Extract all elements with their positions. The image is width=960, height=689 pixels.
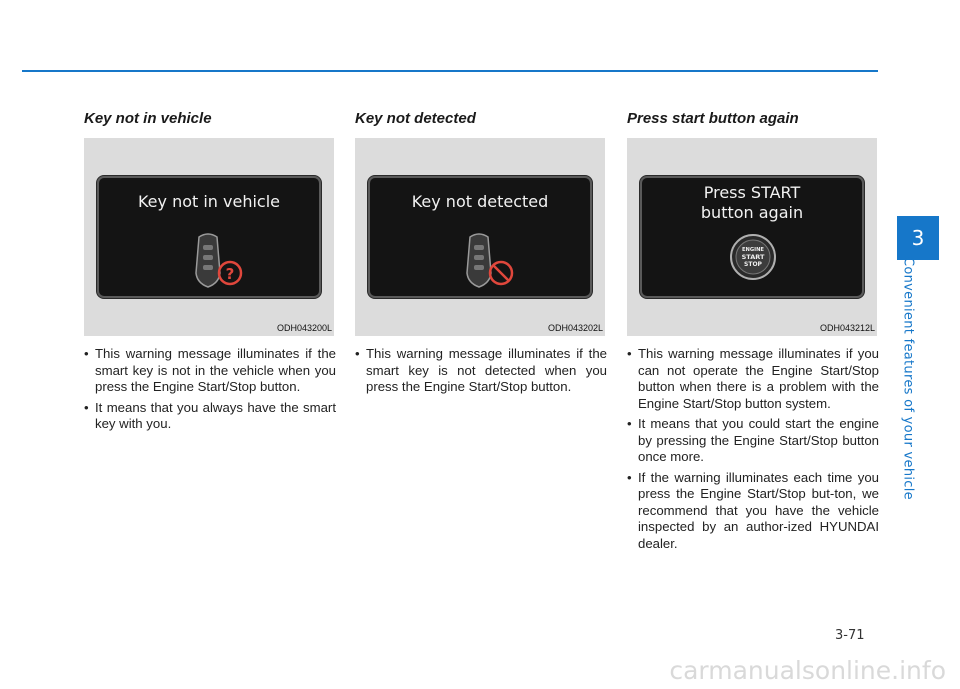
display-line-2: button again	[700, 203, 804, 222]
figure-code: ODH043200L	[276, 323, 332, 333]
chapter-number: 3	[911, 226, 925, 250]
bullet-list	[627, 346, 879, 552]
watermark: carmanualsonline.info	[669, 656, 946, 685]
section-heading: Key not detected	[355, 110, 476, 127]
chapter-tab[interactable]	[897, 216, 939, 260]
display-message: Key not detected	[411, 192, 549, 211]
display-message: Key not in vehicle	[137, 192, 281, 211]
list-item: • It means that you always have the smart key with you.	[84, 399, 336, 431]
list-item: • This warning message illuminates if you can not operate the Engine Start/Stop button when there is a problem with the Engine Start/Stop button system.	[627, 346, 879, 411]
list-item: • If the warning illuminates each time you press the Engine Start/Stop but-ton, we recommend that you have the vehicle inspected by an author-ized HYUNDAI dealer.	[627, 469, 879, 551]
display-message	[642, 183, 862, 223]
cluster-display	[642, 178, 862, 296]
bullet-list	[355, 346, 607, 396]
section-heading: Key not in vehicle	[84, 110, 212, 127]
question-mark-icon	[217, 260, 243, 286]
start-button-label: ENGINE	[742, 247, 764, 253]
list-item: • This warning message illuminates if the smart key is not detected when you press the Engine Start/Stop button.	[355, 346, 607, 394]
figure-code: ODH043212L	[819, 323, 875, 333]
section-press-start-again	[627, 108, 879, 556]
list-item: • It means that you could start the engine by pressing the Engine Start/Stop button once more.	[627, 416, 879, 464]
engine-start-stop-button-icon	[729, 233, 777, 281]
section-key-not-in-vehicle	[84, 108, 336, 437]
warning-figure	[627, 138, 877, 336]
cluster-display	[370, 178, 590, 296]
chapter-title: Convenient features of your vehicle	[900, 256, 916, 500]
svg-text:?: ?	[225, 265, 235, 283]
prohibited-icon	[488, 260, 514, 286]
section-heading: Press start button again	[627, 110, 799, 127]
display-line-1: Press START	[703, 183, 801, 202]
start-button-label: START	[741, 253, 765, 261]
top-rule	[22, 70, 878, 72]
figure-code: ODH043202L	[547, 323, 603, 333]
warning-figure	[84, 138, 334, 336]
bullet-list	[84, 346, 336, 433]
start-button-label: STOP	[744, 261, 762, 268]
warning-figure	[355, 138, 605, 336]
page-number: 3-71	[835, 628, 865, 643]
section-key-not-detected	[355, 108, 607, 400]
list-item: • This warning message illuminates if the smart key is not in the vehicle when you press the Engine Start/Stop button.	[84, 346, 336, 394]
cluster-display	[99, 178, 319, 296]
